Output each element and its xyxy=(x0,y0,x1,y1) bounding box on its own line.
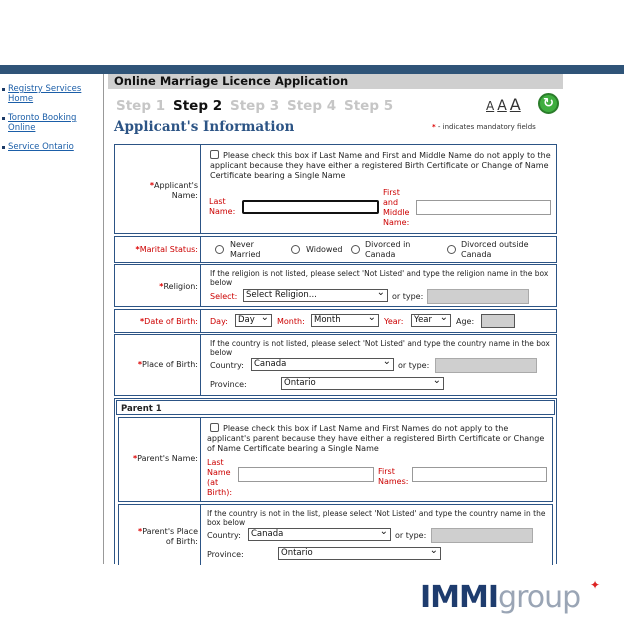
font-large-button[interactable]: A xyxy=(509,95,521,114)
religion-row: *Religion: If the religion is not listed, please select 'Not Listed' and type the religion name in the box below Select: Select Religion... ⌄ or type: xyxy=(114,264,557,307)
parent1-section xyxy=(114,398,557,564)
parent-province-select[interactable]: Ontario ⌄ xyxy=(278,547,441,560)
nav-link-registry-services-home[interactable]: Registry Services Home xyxy=(8,84,82,104)
age-field xyxy=(481,314,515,328)
parent-country-select[interactable]: Canada ⌄ xyxy=(248,528,391,541)
first-middle-name-input[interactable] xyxy=(416,200,551,215)
parent-first-names-label: First Names: xyxy=(378,467,409,486)
nav-item-service-ontario[interactable] xyxy=(0,142,100,152)
nav-link-toronto-booking-online[interactable]: Toronto Booking Online xyxy=(8,113,77,133)
nav-link-service-ontario[interactable]: Service Ontario xyxy=(8,142,74,152)
religion-hint: If the religion is not listed, please select 'Not Listed' and type the religion name in the box below xyxy=(210,269,549,287)
place-of-birth-label: *Place of Birth: xyxy=(115,335,201,395)
last-name-input[interactable] xyxy=(242,200,379,214)
page-title: Online Marriage Licence Application xyxy=(108,74,563,89)
parent-first-names-input[interactable] xyxy=(412,467,547,482)
radio-never-married[interactable] xyxy=(215,245,224,254)
step-5: Step 5 xyxy=(344,98,394,114)
nav-item-registry[interactable] xyxy=(0,84,100,104)
religion-label: *Religion: xyxy=(115,265,201,306)
parent-last-name-input[interactable] xyxy=(238,467,374,482)
step-2: Step 2 xyxy=(173,98,223,114)
day-select[interactable]: Day ⌄ xyxy=(235,314,272,327)
year-select[interactable]: Year ⌄ xyxy=(411,314,451,327)
section-title: Applicant's Information xyxy=(114,119,295,135)
place-of-birth-hint: If the country is not listed, please select 'Not Listed' and type the country name in the box below xyxy=(210,339,550,357)
province-select[interactable]: Ontario ⌄ xyxy=(281,377,444,390)
step-4: Step 4 xyxy=(287,98,337,114)
parent-country-other-input[interactable] xyxy=(431,528,533,543)
immigroup-logo: IMMIgroup xyxy=(420,580,581,615)
parent-pob-row: *Parent's Place of Birth: If the country is not in the list, please select 'Not Listed' and type the country name in the box below Country: Canada ⌄ or type: Province: Ontario ⌄ xyxy=(118,504,553,565)
font-medium-button[interactable]: A xyxy=(497,98,507,114)
step-1: Step 1 xyxy=(116,98,166,114)
bullet-icon xyxy=(2,117,5,120)
parent-pob-label: *Parent's Place of Birth: xyxy=(119,505,201,565)
religion-select[interactable]: Select Religion... ⌄ xyxy=(243,289,388,302)
country-other-input[interactable] xyxy=(435,358,537,373)
marital-status-label: *Marital Status: xyxy=(115,237,201,262)
religion-other-input[interactable] xyxy=(427,289,529,304)
radio-divorced-outside-canada[interactable] xyxy=(447,245,456,254)
step-3: Step 3 xyxy=(230,98,280,114)
parent1-heading: Parent 1 xyxy=(116,400,555,415)
font-small-button[interactable]: A xyxy=(486,99,495,113)
parent-last-name-label: Last Name (at Birth): xyxy=(207,458,233,497)
bullet-icon xyxy=(2,88,5,91)
parent-single-name-checkbox-text: Please check this box if Last Name and First Names do not apply to the applicant's parent because they have either a registered Birth Certificate or Change of Name Certificate bearing a Single Name xyxy=(207,424,545,453)
mandatory-note: * - indicates mandatory fields xyxy=(432,123,536,131)
nav-divider xyxy=(103,74,104,564)
country-select[interactable]: Canada ⌄ xyxy=(251,358,394,371)
dob-label: *Date of Birth: xyxy=(115,310,201,332)
maple-leaf-icon: ✦ xyxy=(590,578,601,592)
parent-name-row xyxy=(118,417,553,502)
radio-widowed[interactable] xyxy=(291,245,300,254)
radio-divorced-canada[interactable] xyxy=(351,245,360,254)
last-name-label: Last Name: xyxy=(209,197,236,216)
applicant-name-label: *Applicant's Name: xyxy=(115,145,201,233)
applicant-name-row xyxy=(114,144,557,234)
bullet-icon xyxy=(2,146,5,149)
month-select[interactable]: Month ⌄ xyxy=(311,314,379,327)
refresh-icon[interactable]: ↻ xyxy=(538,93,559,114)
place-of-birth-row: *Place of Birth: If the country is not listed, please select 'Not Listed' and type the country name in the box below Country: Canada ⌄ or type: Province: Ontario ⌄ xyxy=(114,334,557,396)
parent-name-label: *Parent's Name: xyxy=(119,418,201,501)
parent-pob-hint: If the country is not in the list, please select 'Not Listed' and type the country name in the box below xyxy=(207,509,546,527)
dob-row: *Date of Birth: Day: Day ⌄ Month: Month ⌄ Year: Year ⌄ Age: xyxy=(114,309,557,333)
nav-item-toronto-booking[interactable] xyxy=(0,113,100,133)
left-navigation xyxy=(0,84,100,161)
single-name-checkbox-text: Please check this box if Last Name and First and Middle Name do not apply to the applicant because they have either a registered Birth Certificate or Change of Name Certificate bearing a Single Name xyxy=(210,151,551,180)
first-middle-name-label: First and Middle Name: xyxy=(383,188,410,227)
marital-status-row: *Marital Status: Never Married Widowed Divorced in Canada Divorced outside Canada xyxy=(114,236,557,263)
